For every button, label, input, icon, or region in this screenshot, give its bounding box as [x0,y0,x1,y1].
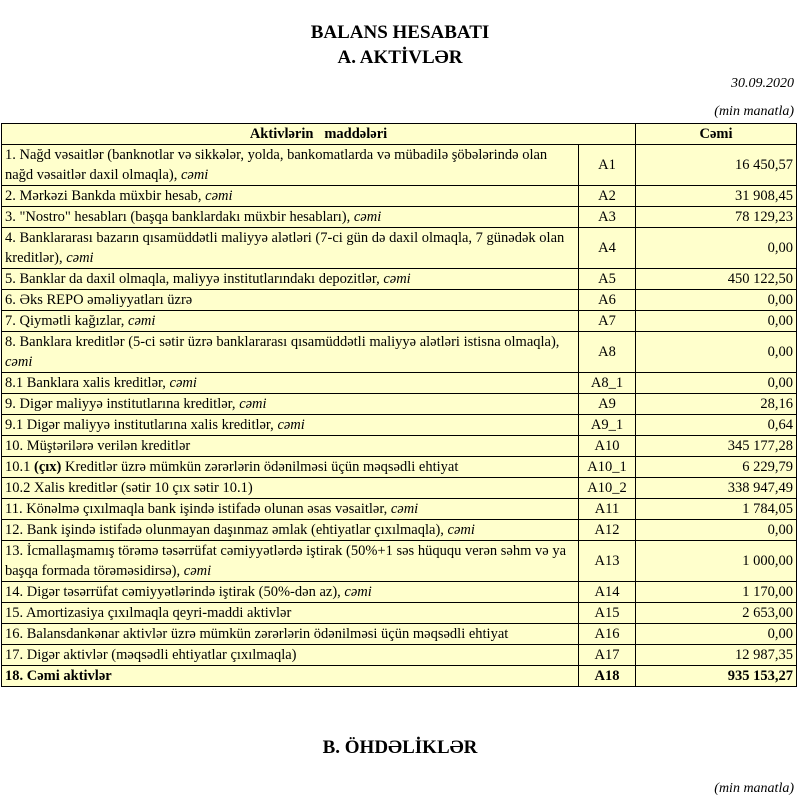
table-row [2,436,797,457]
row-value: 338 947,49 [636,478,797,499]
table-row [2,186,797,207]
row-total-suffix: cəmi [239,396,267,412]
row-label [2,394,579,415]
row-text: 6. Əks REPO əməliyyatları üzrə [5,292,193,308]
row-text: 16. Balansdankənar aktivlər üzrə mümkün zərərlərin ödənilməsi üçün məqsədli ehtiyat [5,626,509,642]
table-row [2,520,797,541]
row-label [2,145,579,186]
row-total-suffix: cəmi [205,188,233,204]
row-total-suffix: cəmi [383,271,411,287]
row-total-suffix: cəmi [128,313,156,329]
row-code: A8 [579,332,636,373]
row-value: 31 908,45 [636,186,797,207]
row-code: A2 [579,186,636,207]
row-text: 2. Mərkəzi Bankda müxbir hesab, [5,188,206,204]
row-code: A15 [579,603,636,624]
table-row [2,373,797,394]
row-code: A11 [579,499,636,520]
table-row [2,478,797,499]
row-value: 1 784,05 [636,499,797,520]
row-value: 935 153,27 [636,666,797,687]
row-text: 10.2 Xalis kreditlər (sətir 10 çıx sətir 10.1) [5,480,253,496]
row-value: 0,00 [636,311,797,332]
row-text: 5. Banklar da daxil olmaqla, maliyyə institutlarındakı depozitlər, [5,271,384,287]
row-total-suffix: cəmi [277,417,305,433]
table-row [2,394,797,415]
row-label [2,373,579,394]
row-text: 14. Digər təsərrüfat cəmiyyətlərində iştirak (50%-dən az), [5,584,345,600]
row-number: 10.1 [5,459,34,475]
row-text: 3. "Nostro" hesabları (başqa banklardakı müxbir hesabları), [5,209,354,225]
table-row [2,499,797,520]
table-row [2,207,797,228]
row-total-suffix: cəmi [183,563,212,579]
row-text: 12. Bank işində istifadə olunmayan daşınmaz əmlak (ehtiyatlar çıxılmaqla), [5,522,448,538]
row-code: A14 [579,582,636,603]
row-value: 2 653,00 [636,603,797,624]
unit-note-a: (min manatla) [714,104,794,119]
unit-note-b: (min manatla) [714,781,794,796]
assets-table [1,123,797,687]
row-code: A5 [579,269,636,290]
table-row [2,415,797,436]
row-bold-text: (çıx) [34,459,62,475]
row-code: A12 [579,520,636,541]
table-row [2,290,797,311]
row-value: 6 229,79 [636,457,797,478]
row-total-suffix: cəmi [447,522,475,538]
table-header-row [2,124,797,145]
row-value: 0,00 [636,290,797,311]
row-label [2,624,579,645]
table-row [2,145,797,186]
row-code: A9_1 [579,415,636,436]
row-text: 11. Könəlmə çıxılmaqla bank işində istifadə olunan əsas vəsaitlər, [5,501,391,517]
row-code: A13 [579,541,636,582]
row-value: 0,64 [636,415,797,436]
row-label [2,666,579,687]
row-text: 15. Amortizasiya çıxılmaqla qeyri-maddi aktivlər [5,605,292,621]
row-value: 12 987,35 [636,645,797,666]
row-text: 8.1 Banklara xalis kreditlər, [5,375,170,391]
row-code: A9 [579,394,636,415]
table-row [2,311,797,332]
row-text: 9. Digər maliyyə institutlarına kreditlər, [5,396,240,412]
row-total-suffix: cəmi [66,250,94,266]
row-label [2,290,579,311]
row-value: 0,00 [636,228,797,269]
row-code: A8_1 [579,373,636,394]
table-row [2,582,797,603]
row-text: Kreditlər üzrə mümkün zərərlərin ödənilməsi üçün məqsədli ehtiyat [61,459,459,475]
row-value: 28,16 [636,394,797,415]
row-code: A10 [579,436,636,457]
row-label [2,415,579,436]
report-title: BALANS HESABATI [310,22,490,43]
row-label [2,499,579,520]
table-row [2,666,797,687]
row-code: A10_2 [579,478,636,499]
row-text: 9.1 Digər maliyyə institutlarına xalis kreditlər, [5,417,278,433]
row-label [2,186,579,207]
row-label [2,269,579,290]
table-row [2,457,797,478]
row-total-suffix: cəmi [353,209,382,225]
row-label [2,541,579,582]
row-code: A10_1 [579,457,636,478]
row-value: 78 129,23 [636,207,797,228]
row-code: A1 [579,145,636,186]
row-text: 4. Banklararası bazarın qısamüddətli maliyyə alətləri (7-ci gün də daxil olmaqla, 7 günədək olan kreditlər), [5,230,565,266]
table-row [2,603,797,624]
row-value: 0,00 [636,373,797,394]
row-label [2,207,579,228]
row-code: A17 [579,645,636,666]
row-label [2,311,579,332]
row-text: 10. Müştərilərə verilən kreditlər [5,438,191,454]
row-code: A6 [579,290,636,311]
row-text: 7. Qiymətli kağızlar, [5,313,129,329]
row-total-suffix: cəmi [5,354,33,370]
row-label [2,582,579,603]
row-value: 345 177,28 [636,436,797,457]
row-code: A16 [579,624,636,645]
row-code: A3 [579,207,636,228]
row-total-suffix: cəmi [169,375,197,391]
row-label [2,603,579,624]
section-a-title: A. AKTİVLƏR [337,47,463,68]
row-code: A4 [579,228,636,269]
row-text: 1. Nağd vəsaitlər (banknotlar və sikkələr, yolda, bankomatlarda və mübadilə şöbələrində olan nağd vəsaitlər daxil olmaqla), [5,147,548,183]
row-value: 16 450,57 [636,145,797,186]
row-value: 450 122,50 [636,269,797,290]
row-label [2,332,579,373]
row-value: 0,00 [636,624,797,645]
row-label [2,520,579,541]
row-label [2,457,579,478]
col-items-header: Aktivlərin maddələri [2,124,636,145]
row-code: A18 [579,666,636,687]
row-text: 8. Banklara kreditlər (5-ci sətir üzrə banklararası qısamüddətli maliyyə alətləri istisna olmaqla), [5,334,560,350]
row-code: A7 [579,311,636,332]
row-value: 0,00 [636,332,797,373]
row-label [2,436,579,457]
report-date: 30.09.2020 [731,76,794,91]
row-value: 1 000,00 [636,541,797,582]
row-value: 1 170,00 [636,582,797,603]
row-value: 0,00 [636,520,797,541]
row-total-suffix: cəmi [390,501,419,517]
row-label [2,228,579,269]
row-label [2,645,579,666]
row-text: 17. Digər aktivlər (məqsədli ehtiyatlar çıxılmaqla) [5,647,297,663]
table-row [2,332,797,373]
table-row [2,645,797,666]
row-text: 18. Cəmi aktivlər [5,668,112,684]
col-total-header: Cəmi [636,124,797,145]
row-text: 13. İcmallaşmamış törəmə təsərrüfat cəmiyyətlərdə iştirak (50%+1 səs hüququ verən səhm və ya başqa formada törəməsidirsə), [5,543,567,579]
row-total-suffix: cəmi [180,167,209,183]
table-row [2,228,797,269]
table-row [2,269,797,290]
table-row [2,624,797,645]
row-label [2,478,579,499]
table-row [2,541,797,582]
row-total-suffix: cəmi [344,584,372,600]
section-b-title: B. ÖHDƏLİKLƏR [322,737,478,758]
